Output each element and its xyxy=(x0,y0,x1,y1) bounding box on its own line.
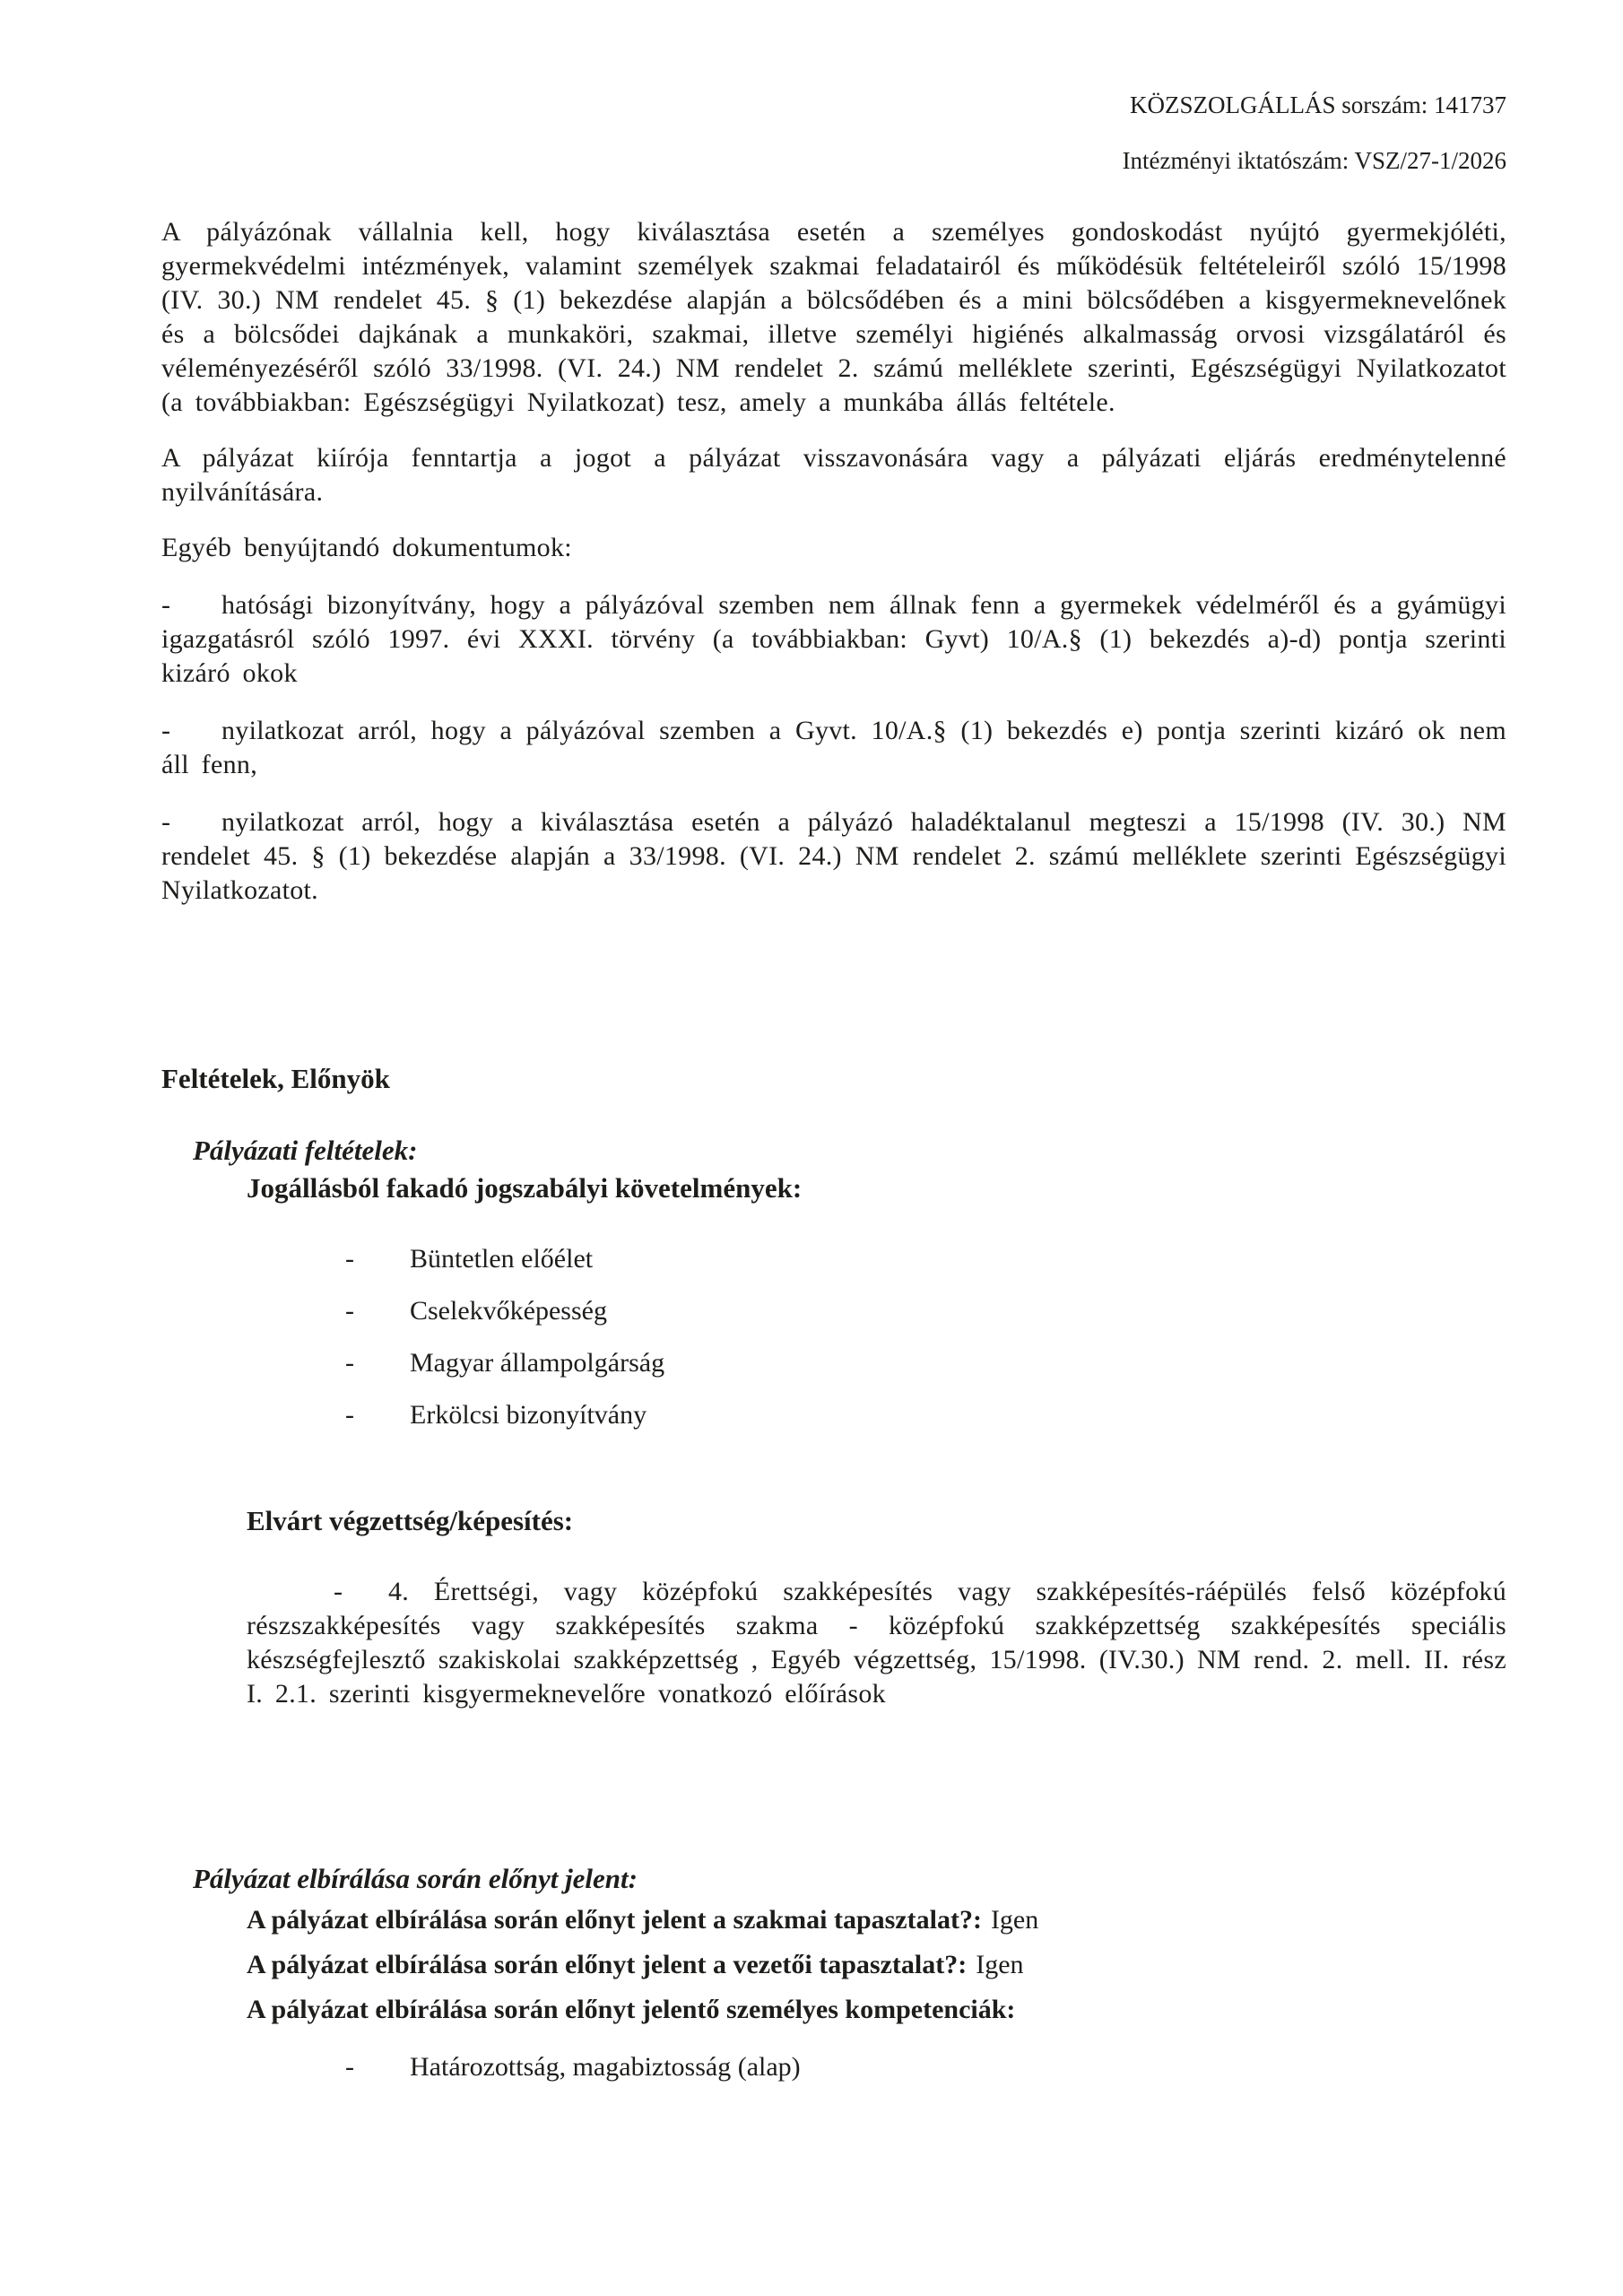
legal-requirement-text: Cselekvőképesség xyxy=(410,1296,607,1326)
bullet-dash: - xyxy=(345,1296,354,1326)
bullet-dash: - xyxy=(161,590,170,620)
bullet-dash: - xyxy=(161,716,170,745)
advantage-question-answer: Igen xyxy=(976,1950,1024,1980)
subsection-evaluation-advantages: Pályázat elbírálása során előnyt jelent: xyxy=(193,1863,638,1895)
competency-text: Határozottság, magabiztosság (alap) xyxy=(410,2052,801,2083)
legal-requirement-item xyxy=(345,1242,1506,1276)
legal-requirement-item xyxy=(345,1398,1506,1432)
bullet-dash: - xyxy=(334,1577,343,1607)
legal-requirement-text: Magyar állampolgárság xyxy=(410,1348,665,1378)
document-item-statement-exclusion xyxy=(161,714,1506,782)
registry-number-line: Intézményi iktatószám: VSZ/27-1/2026 xyxy=(1122,147,1506,174)
paragraph-health-declaration: A pályázónak vállalnia kell, hogy kiválasztása esetén a személyes gondoskodást nyújtó gyermekjóléti, gyermekvédelmi intézmények, valamint személyek szakmai feladatairól és működésük feltételeiről szóló 15/1998 (IV. 30.) NM rendelet 45. § (1) bekezdése alapján a bölcsődében és a mini bölcsődében a kisgyermeknevelőnek és a bölcsődei dajkának a munkaköri, szakmai, illetve személyi higiénés alkalmasság orvosi vizsgálatáról és véleményezéséről szóló 33/1998. (VI. 24.) NM rendelet 2. számú melléklete szerinti, Egészségügyi Nyilatkozatot (a továbbiakban: Egészségügyi Nyilatkozat) tesz, amely a munkába állás feltétele. xyxy=(161,217,1506,417)
bullet-dash: - xyxy=(345,2052,354,2083)
bullet-dash: - xyxy=(161,807,170,837)
document-item-text: nyilatkozat arról, hogy a pályázóval szemben a Gyvt. 10/A.§ (1) bekezdés e) pontja szerinti kizáró ok nem áll fenn, xyxy=(161,716,1506,779)
education-requirement-item xyxy=(247,1575,1506,1711)
serial-number-line: KÖZSZOLGÁLLÁS sorszám: 141737 xyxy=(1130,91,1506,118)
competency-item xyxy=(345,2050,1506,2084)
documents-heading: Egyéb benyújtandó dokumentumok: xyxy=(161,533,572,562)
legal-requirement-text: Erkölcsi bizonyítvány xyxy=(410,1400,647,1431)
advantage-question-professional-experience xyxy=(247,1903,1506,1937)
document-header xyxy=(161,0,1506,176)
advantage-question-label: A pályázat elbírálása során előnyt jelent a vezetői tapasztalat?: xyxy=(247,1950,968,1980)
bullet-dash: - xyxy=(345,1348,354,1378)
document-item-text: nyilatkozat arról, hogy a kiválasztása esetén a pályázó haladéktalanul megteszi a 15/1998 (IV. 30.) NM rendelet 45. § (1) bekezdése alapján a 33/1998. (VI. 24.) NM rendelet 2. számú melléklete szerinti Egészségügyi Nyilatkozatot. xyxy=(161,807,1506,905)
paragraph-withdrawal-right: A pályázat kiírója fenntartja a jogot a pályázat visszavonására vagy a pályázati eljárás eredménytelenné nyilvánítására. xyxy=(161,443,1506,507)
document-item-official-certificate xyxy=(161,588,1506,691)
subsection-application-conditions: Pályázati feltételek: xyxy=(193,1135,418,1166)
advantage-question-leadership-experience xyxy=(247,1948,1506,1982)
education-requirement-text: 4. Érettségi, vagy középfokú szakképesítés vagy szakképesítés-ráépülés felső középfokú részszakképesítés vagy szakképesítés szakma - középfokú szakképzettség szakképesítés speciális készségfejlesztő szakiskolai szakképzettség , Egyéb végzettség, 15/1998. (IV.30.) NM rend. 2. mell. II. rész I. 2.1. szerinti kisgyermeknevelőre vonatkozó előírások xyxy=(247,1577,1506,1709)
legal-requirement-item xyxy=(345,1346,1506,1380)
legal-requirement-item xyxy=(345,1294,1506,1328)
advantage-question-label: A pályázat elbírálása során előnyt jelent a szakmai tapasztalat?: xyxy=(247,1905,982,1935)
document-item-text: hatósági bizonyítvány, hogy a pályázóval szemben nem állnak fenn a gyermekek védelméről és a gyámügyi igazgatásról szóló 1997. évi XXXI. törvény (a továbbiakban: Gyvt) 10/A.§ (1) bekezdés a)-d) pontja szerinti kizáró okok xyxy=(161,590,1506,688)
document-content xyxy=(161,0,1506,2084)
advantage-question-answer: Igen xyxy=(990,1905,1039,1935)
bullet-dash: - xyxy=(345,1400,354,1431)
bullet-dash: - xyxy=(345,1244,354,1274)
legal-requirement-text: Büntetlen előélet xyxy=(410,1244,594,1274)
personal-competencies-heading: A pályázat elbírálása során előnyt jelentő személyes kompetenciák: xyxy=(247,1995,1016,2025)
document-item-statement-health xyxy=(161,805,1506,908)
section-title-conditions-advantages: Feltételek, Előnyök xyxy=(161,1063,390,1094)
education-requirements-heading: Elvárt végzettség/képesítés: xyxy=(247,1505,574,1537)
legal-requirements-heading: Jogállásból fakadó jogszabályi követelmények: xyxy=(247,1172,803,1204)
